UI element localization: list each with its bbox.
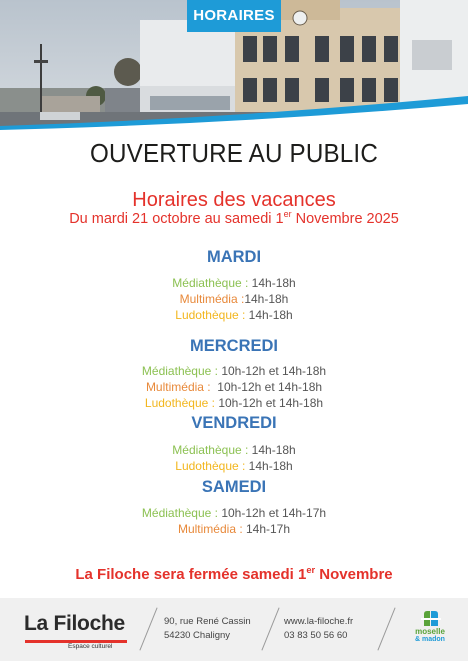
header-tag: HORAIRES (187, 0, 281, 32)
footer-divider (377, 607, 395, 650)
schedule-line: Médiathèque : 14h-18h (172, 443, 296, 457)
schedule-line: Ludothèque : 14h-18h (175, 308, 293, 322)
partner-name-2: & madon (415, 636, 445, 643)
schedule-line: Médiathèque : 10h-12h et 14h-18h (141, 364, 327, 378)
header-wave (0, 96, 468, 132)
footer-divider (139, 607, 157, 650)
address-city: 54230 Chaligny (164, 630, 231, 641)
schedule-line: Médiathèque : 10h-12h et 14h-17h (141, 506, 327, 520)
partner-name: moselle (415, 627, 445, 636)
header-photo (0, 0, 468, 132)
footer-contact (284, 615, 353, 643)
schedule-line: Multimédia : 14h-17h (177, 522, 291, 536)
phone-number: 03 83 50 56 60 (284, 630, 348, 641)
vacation-dates: Du mardi 21 octobre au samedi 1er Novembre 2025 (69, 209, 399, 227)
day-heading-mercredi: MERCREDI (189, 337, 278, 355)
day-heading-vendredi: VENDREDI (191, 414, 277, 432)
page-title: OUVERTURE AU PUBLIC (90, 138, 378, 168)
website-link[interactable]: www.la-filoche.fr (284, 616, 354, 627)
schedule-line: Médiathèque : 14h-18h (172, 276, 296, 290)
closing-notice: La Filoche sera fermée samedi 1er Novembre (75, 565, 393, 583)
logo-name: La Filoche (24, 612, 125, 635)
address-street: 90, rue René Cassin (164, 616, 251, 627)
footer-address (164, 615, 251, 643)
schedule-line: Ludothèque : 14h-18h (175, 459, 293, 473)
day-heading-samedi: SAMEDI (201, 478, 267, 496)
logo-subtitle: Espace culturel (68, 643, 113, 650)
day-heading-mardi: MARDI (206, 248, 262, 266)
moselle-madon-logo (408, 610, 452, 646)
schedule-line: Ludothèque : 10h-12h et 14h-18h (144, 396, 324, 410)
schedule-line: Multimédia : 10h-12h et 14h-18h (145, 380, 323, 394)
schedule-line: Multimédia :14h-18h (179, 292, 289, 306)
vacation-title: Horaires des vacances (132, 189, 336, 211)
footer-divider (261, 607, 279, 650)
footer (0, 598, 468, 661)
la-filoche-logo (24, 612, 125, 650)
